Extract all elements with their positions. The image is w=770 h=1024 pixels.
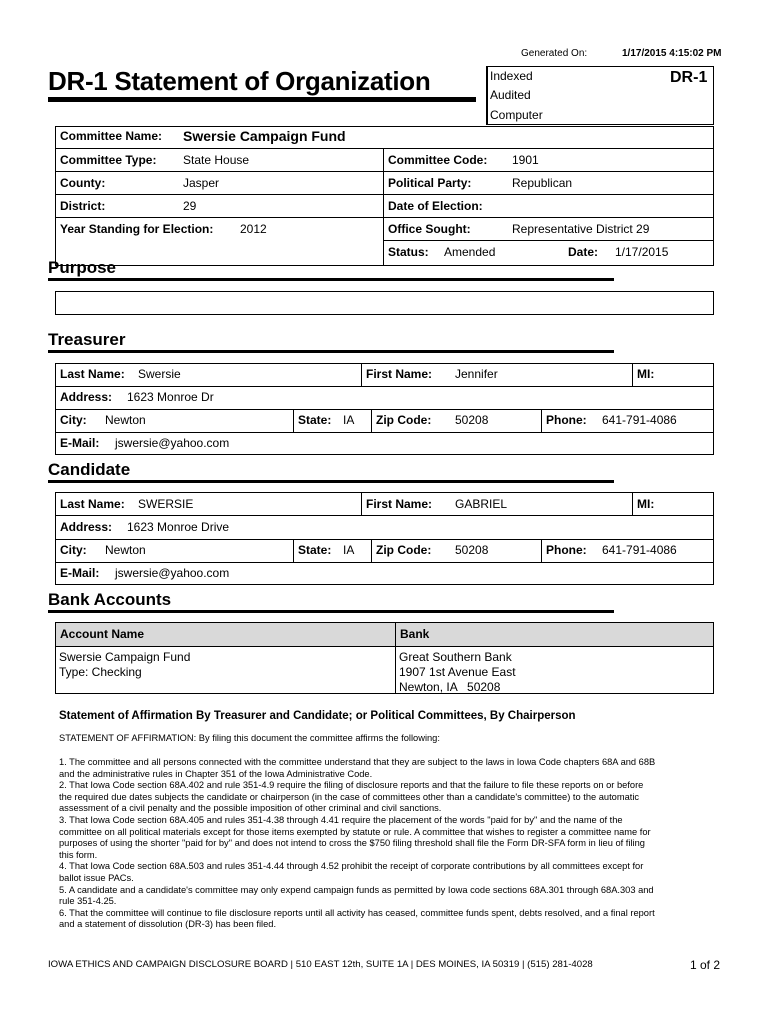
date-of-election-label: Date of Election:	[388, 199, 483, 213]
candidate-rule	[48, 480, 614, 483]
account-type-line: Type: Checking	[59, 665, 142, 679]
committee-type-label: Committee Type:	[60, 153, 157, 167]
treasurer-zip-value: 50208	[455, 413, 489, 427]
candidate-email-value: jswersie@yahoo.com	[115, 566, 230, 580]
candidate-zip-value: 50208	[455, 543, 489, 557]
affirmation-line: assessment of a civil penalty and the possible imposition of other criminal and civil sanctions.	[59, 803, 442, 814]
purpose-rule	[48, 278, 614, 281]
candidate-mi-label: MI:	[637, 497, 655, 511]
form-code: DR-1	[670, 69, 708, 86]
bank-name-line: Great Southern Bank	[399, 650, 512, 664]
candidate-zip-label: Zip Code:	[376, 543, 432, 557]
year-standing-label: Year Standing for Election:	[60, 222, 214, 236]
account-name-line-1: Swersie Campaign Fund	[59, 650, 191, 664]
bank-street-line: 1907 1st Avenue East	[399, 665, 516, 679]
candidate-state-value: IA	[343, 543, 355, 557]
candidate-city-label: City:	[60, 543, 87, 557]
status-flags-divider	[486, 66, 488, 125]
affirmation-line: 3. That Iowa Code section 68A.405 and rules 351-4.38 through 4.41 require the placement of the words "paid for by" and the name of the	[59, 814, 623, 825]
status-value: Amended	[444, 245, 496, 259]
affirmation-line: ballot issue PACs.	[59, 872, 134, 883]
status-label: Status:	[388, 245, 429, 259]
treasurer-state-value: IA	[343, 413, 355, 427]
treasurer-city-label: City:	[60, 413, 87, 427]
bank-city-line: Newton, IA 50208	[399, 680, 501, 694]
treasurer-email-label: E-Mail:	[60, 436, 100, 450]
affirmation-body	[59, 757, 719, 931]
generated-on-label: Generated On:	[521, 48, 588, 59]
candidate-state-label: State:	[298, 543, 332, 557]
treasurer-email-value: jswersie@yahoo.com	[115, 436, 230, 450]
candidate-email-label: E-Mail:	[60, 566, 100, 580]
status-date-value: 1/17/2015	[615, 245, 669, 259]
committee-code-value: 1901	[512, 153, 539, 167]
county-value: Jasper	[183, 176, 220, 190]
candidate-address-label: Address:	[60, 520, 113, 534]
account-name-column-header: Account Name	[60, 627, 145, 641]
treasurer-address-value: 1623 Monroe Dr	[127, 390, 214, 404]
affirmation-line: this form.	[59, 849, 98, 860]
affirmation-heading: Statement of Affirmation By Treasurer and Candidate; or Political Committees, By Chairperson	[59, 710, 576, 722]
candidate-address-value: 1623 Monroe Drive	[127, 520, 230, 534]
affirmation-line: 2. That Iowa Code section 68A.402 and rule 351-4.9 require the filing of disclosure reports and that the failure to file these reports on or before	[59, 780, 644, 791]
footer-address: IOWA ETHICS AND CAMPAIGN DISCLOSURE BOARD | 510 EAST 12th, SUITE 1A | DES MOINES, IA 50319 | (515) 281-4028	[48, 959, 593, 970]
treasurer-phone-label: Phone:	[546, 413, 587, 427]
affirmation-line: 6. That the committee will continue to file disclosure reports until all activity has ceased, committee funds spent, debts resolved, and a final report	[59, 907, 655, 918]
treasurer-mi-label: MI:	[637, 367, 655, 381]
committee-name-value: Swersie Campaign Fund	[183, 128, 346, 144]
committee-code-label: Committee Code:	[388, 153, 488, 167]
purpose-field	[55, 291, 714, 315]
treasurer-last-name-label: Last Name:	[60, 367, 125, 381]
candidate-first-name-label: First Name:	[366, 497, 433, 511]
office-sought-label: Office Sought:	[388, 222, 471, 236]
committee-type-value: State House	[183, 153, 250, 167]
audited-flag: Audited	[490, 88, 531, 102]
candidate-phone-label: Phone:	[546, 543, 587, 557]
treasurer-rule	[48, 350, 614, 353]
office-sought-value: Representative District 29	[512, 222, 650, 236]
bank-column-header: Bank	[400, 627, 430, 641]
political-party-label: Political Party:	[388, 176, 472, 190]
affirmation-line: purposes of using the shorter "paid for by" and does not intend to cross the $750 filing threshold shall file the Form DR-SFA form in lieu of filing	[59, 838, 645, 849]
title-underline	[48, 97, 476, 102]
affirmation-line: the required due dates subjects the candidate or chairperson (in the case of committees other than a candidate's committee) to the automatic	[59, 791, 640, 802]
committee-name-label: Committee Name:	[60, 129, 163, 143]
treasurer-zip-label: Zip Code:	[376, 413, 432, 427]
treasurer-heading: Treasurer	[48, 330, 126, 349]
affirmation-line: 5. A candidate and a candidate's committee may only expend campaign funds as permitted by Iowa code sections 68A.301 through 68A.303 and	[59, 884, 654, 895]
candidate-city-value: Newton	[105, 543, 146, 557]
purpose-heading: Purpose	[48, 258, 117, 277]
affirmation-line: 4. That Iowa Code section 68A.503 and rules 351-4.44 through 4.52 prohibit the receipt of corporate contributions by all committees except for	[59, 861, 644, 872]
candidate-phone-value: 641-791-4086	[602, 543, 677, 557]
affirmation-line: rule 351-4.25.	[59, 896, 117, 907]
page-number: 1 of 2	[690, 958, 721, 972]
treasurer-last-name-value: Swersie	[138, 367, 181, 381]
affirmation-line: committee on all political materials except for those items exempted by statute or rule. A committee that wishes to register a committee name for	[59, 826, 651, 837]
district-label: District:	[60, 199, 106, 213]
treasurer-first-name-value: Jennifer	[455, 367, 498, 381]
generated-on-value: 1/17/2015 4:15:02 PM	[622, 48, 722, 59]
bank-accounts-heading: Bank Accounts	[48, 590, 172, 609]
year-standing-value: 2012	[240, 222, 267, 236]
candidate-last-name-label: Last Name:	[60, 497, 125, 511]
political-party-value: Republican	[512, 176, 573, 190]
candidate-heading: Candidate	[48, 460, 131, 479]
county-label: County:	[60, 176, 106, 190]
indexed-flag: Indexed	[490, 69, 533, 83]
candidate-first-name-value: GABRIEL	[455, 497, 508, 511]
treasurer-address-label: Address:	[60, 390, 113, 404]
affirmation-line: and the administrative rules in Chapter 351 of the Iowa Administrative Code.	[59, 768, 373, 779]
affirmation-line: and a statement of dissolution (DR-3) has been filed.	[59, 919, 277, 930]
treasurer-phone-value: 641-791-4086	[602, 413, 677, 427]
candidate-last-name-value: SWERSIE	[138, 497, 194, 511]
bank-accounts-rule	[48, 610, 614, 613]
treasurer-state-label: State:	[298, 413, 332, 427]
treasurer-city-value: Newton	[105, 413, 146, 427]
page-title: DR-1 Statement of Organization	[48, 66, 431, 96]
affirmation-line: 1. The committee and all persons connected with the committee understand that they are subject to the laws in Iowa Code chapters 68A and 68B	[59, 757, 656, 767]
bank-table-header-row	[56, 623, 713, 646]
computer-flag: Computer	[490, 108, 543, 122]
district-value: 29	[183, 199, 197, 213]
affirmation-intro: STATEMENT OF AFFIRMATION: By filing this document the committee affirms the following:	[59, 733, 440, 743]
treasurer-first-name-label: First Name:	[366, 367, 433, 381]
status-date-label: Date:	[568, 245, 599, 259]
